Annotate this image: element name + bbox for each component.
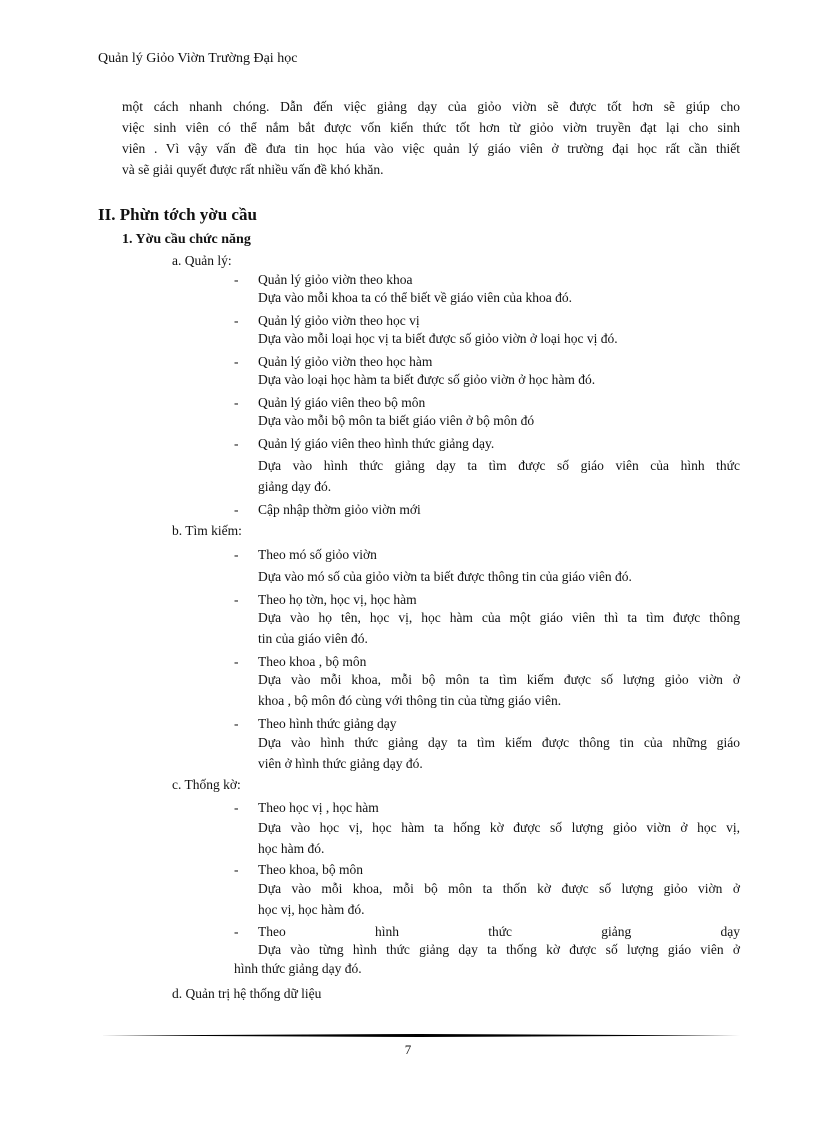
footer-rule bbox=[100, 1034, 740, 1037]
title-word: hình bbox=[374, 924, 399, 939]
bullet-dash: - bbox=[234, 354, 239, 369]
page-header-title: Quản lý Giỏo Viờn Trường Đại học bbox=[98, 51, 298, 66]
bullet-dash: - bbox=[234, 436, 239, 451]
paragraph-line: việc sinh viên có thể nắm bắt được vốn kiến thức tốt hơn từ giỏo viờn truyền đạt lại cho sinh bbox=[122, 120, 740, 135]
group-label-d: d. Quản trị hệ thống dữ liệu bbox=[172, 986, 322, 1001]
item-title: Theo họ tờn, học vị, học hàm bbox=[258, 592, 417, 607]
bullet-dash: - bbox=[234, 654, 239, 669]
item-title: Theo mó số giỏo viờn bbox=[258, 547, 377, 562]
intro-paragraph bbox=[122, 96, 740, 180]
item-description bbox=[258, 940, 740, 961]
desc-line: Dựa vào mó số của giỏo viờn ta biết được thông tin của giáo viên đó. bbox=[258, 569, 632, 584]
group-label-b: b. Tìm kiếm: bbox=[172, 523, 242, 538]
item-description bbox=[258, 733, 740, 774]
group-label-a: a. Quản lý: bbox=[172, 253, 232, 268]
desc-line: viên ở hình thức giảng dạy đó. bbox=[258, 755, 423, 771]
section-heading: II. Phừn tớch yờu cầu bbox=[98, 205, 257, 224]
item-description bbox=[258, 879, 740, 920]
item-description bbox=[258, 818, 740, 859]
paragraph-line: một cách nhanh chóng. Dẫn đến việc giảng dạy của giỏo viờn sẽ được tốt hơn sẽ giúp cho bbox=[122, 99, 740, 114]
desc-line: giảng dạy đó. bbox=[258, 478, 332, 494]
item-title: Quản lý giỏo viờn theo học hàm bbox=[258, 354, 433, 369]
item-title: Theo khoa , bộ môn bbox=[258, 654, 367, 669]
item-title: Theo hình thức giảng dạy bbox=[258, 716, 397, 731]
item-title: Quản lý giáo viên theo hình thức giảng dạy. bbox=[258, 436, 495, 451]
desc-line: Dựa vào mỗi loại học vị ta biết được số giỏo viờn ở loại học vị đó. bbox=[258, 331, 618, 346]
title-word: giảng bbox=[601, 924, 632, 939]
desc-line: Dựa vào học vị, học hàm ta hống kờ được số lượng giỏo viờn ở học vị, bbox=[258, 820, 740, 835]
paragraph-line: và sẽ giải quyết được rất nhiều vấn đề khó khăn. bbox=[122, 162, 384, 177]
item-description bbox=[258, 370, 740, 391]
item-description bbox=[258, 670, 740, 711]
page-number: 7 bbox=[404, 1042, 412, 1057]
subsection-heading: 1. Yờu cầu chức năng bbox=[122, 232, 251, 247]
item-title bbox=[258, 922, 740, 942]
item-title: Quản lý giỏo viờn theo khoa bbox=[258, 272, 413, 287]
item-description bbox=[258, 411, 740, 432]
desc-line: Dựa vào hình thức giảng dạy ta tìm được số giáo viên của hình thức bbox=[258, 458, 740, 473]
title-word: dạy bbox=[720, 924, 740, 939]
title-word: Theo bbox=[258, 924, 286, 939]
bullet-dash: - bbox=[234, 272, 239, 287]
desc-line: Dựa vào họ tên, học vị, học hàm của một giáo viên thì ta tìm được thông bbox=[258, 610, 740, 625]
item-title: Cập nhập thờm giỏo viờn mới bbox=[258, 502, 421, 517]
bullet-dash: - bbox=[234, 716, 239, 731]
desc-line: Dựa vào từng hình thức giảng dạy ta thống kờ được số lượng giáo viên ở bbox=[258, 942, 740, 957]
bullet-dash: - bbox=[234, 313, 239, 328]
desc-line: học hàm đó. bbox=[258, 840, 325, 856]
desc-line: Dựa vào mỗi khoa, mỗi bộ môn ta thốn kờ được số lượng giỏo viờn ở bbox=[258, 881, 740, 896]
bullet-dash: - bbox=[234, 547, 239, 562]
desc-line: Dựa vào mỗi khoa, mỗi bộ môn ta tìm kiếm được số lượng giỏo viờn ở bbox=[258, 672, 740, 687]
bullet-dash: - bbox=[234, 592, 239, 607]
item-title: Theo khoa, bộ môn bbox=[258, 862, 363, 877]
desc-line: tin của giáo viên đó. bbox=[258, 630, 368, 646]
item-title: Quản lý giáo viên theo bộ môn bbox=[258, 395, 426, 410]
group-label-c: c. Thống kờ: bbox=[172, 777, 241, 792]
title-word: thức bbox=[488, 924, 513, 939]
bullet-dash: - bbox=[234, 502, 239, 517]
item-description bbox=[258, 288, 740, 309]
desc-line: Dựa vào mỗi khoa ta có thể biết về giáo viên của khoa đó. bbox=[258, 290, 572, 305]
desc-line: Dựa vào loại học hàm ta biết được số giỏo viờn ở học hàm đó. bbox=[258, 372, 596, 387]
paragraph-line: viên . Vì vậy vấn đề đưa tin học húa vào việc quản lý giáo viên ở trường đại học rất cần thiết bbox=[122, 141, 740, 156]
item-description bbox=[258, 456, 740, 497]
bullet-dash: - bbox=[234, 395, 239, 410]
desc-line: hình thức giảng dạy đó. bbox=[234, 961, 362, 976]
bullet-dash: - bbox=[234, 924, 239, 939]
item-title: Quản lý giỏo viờn theo học vị bbox=[258, 313, 420, 328]
bullet-dash: - bbox=[234, 800, 239, 815]
desc-line: Dựa vào mỗi bộ môn ta biết giáo viên ở bộ môn đó bbox=[258, 413, 535, 428]
item-description bbox=[258, 329, 740, 350]
item-title: Theo học vị , học hàm bbox=[258, 800, 379, 815]
item-description bbox=[258, 608, 740, 649]
desc-line: khoa , bộ môn đó cùng với thông tin của từng giáo viên. bbox=[258, 692, 562, 708]
desc-line: học vị, học hàm đó. bbox=[258, 901, 365, 917]
bullet-dash: - bbox=[234, 862, 239, 877]
desc-line: Dựa vào hình thức giảng dạy ta tìm kiếm được thông tin của những giáo bbox=[258, 735, 740, 750]
item-description bbox=[258, 567, 740, 588]
